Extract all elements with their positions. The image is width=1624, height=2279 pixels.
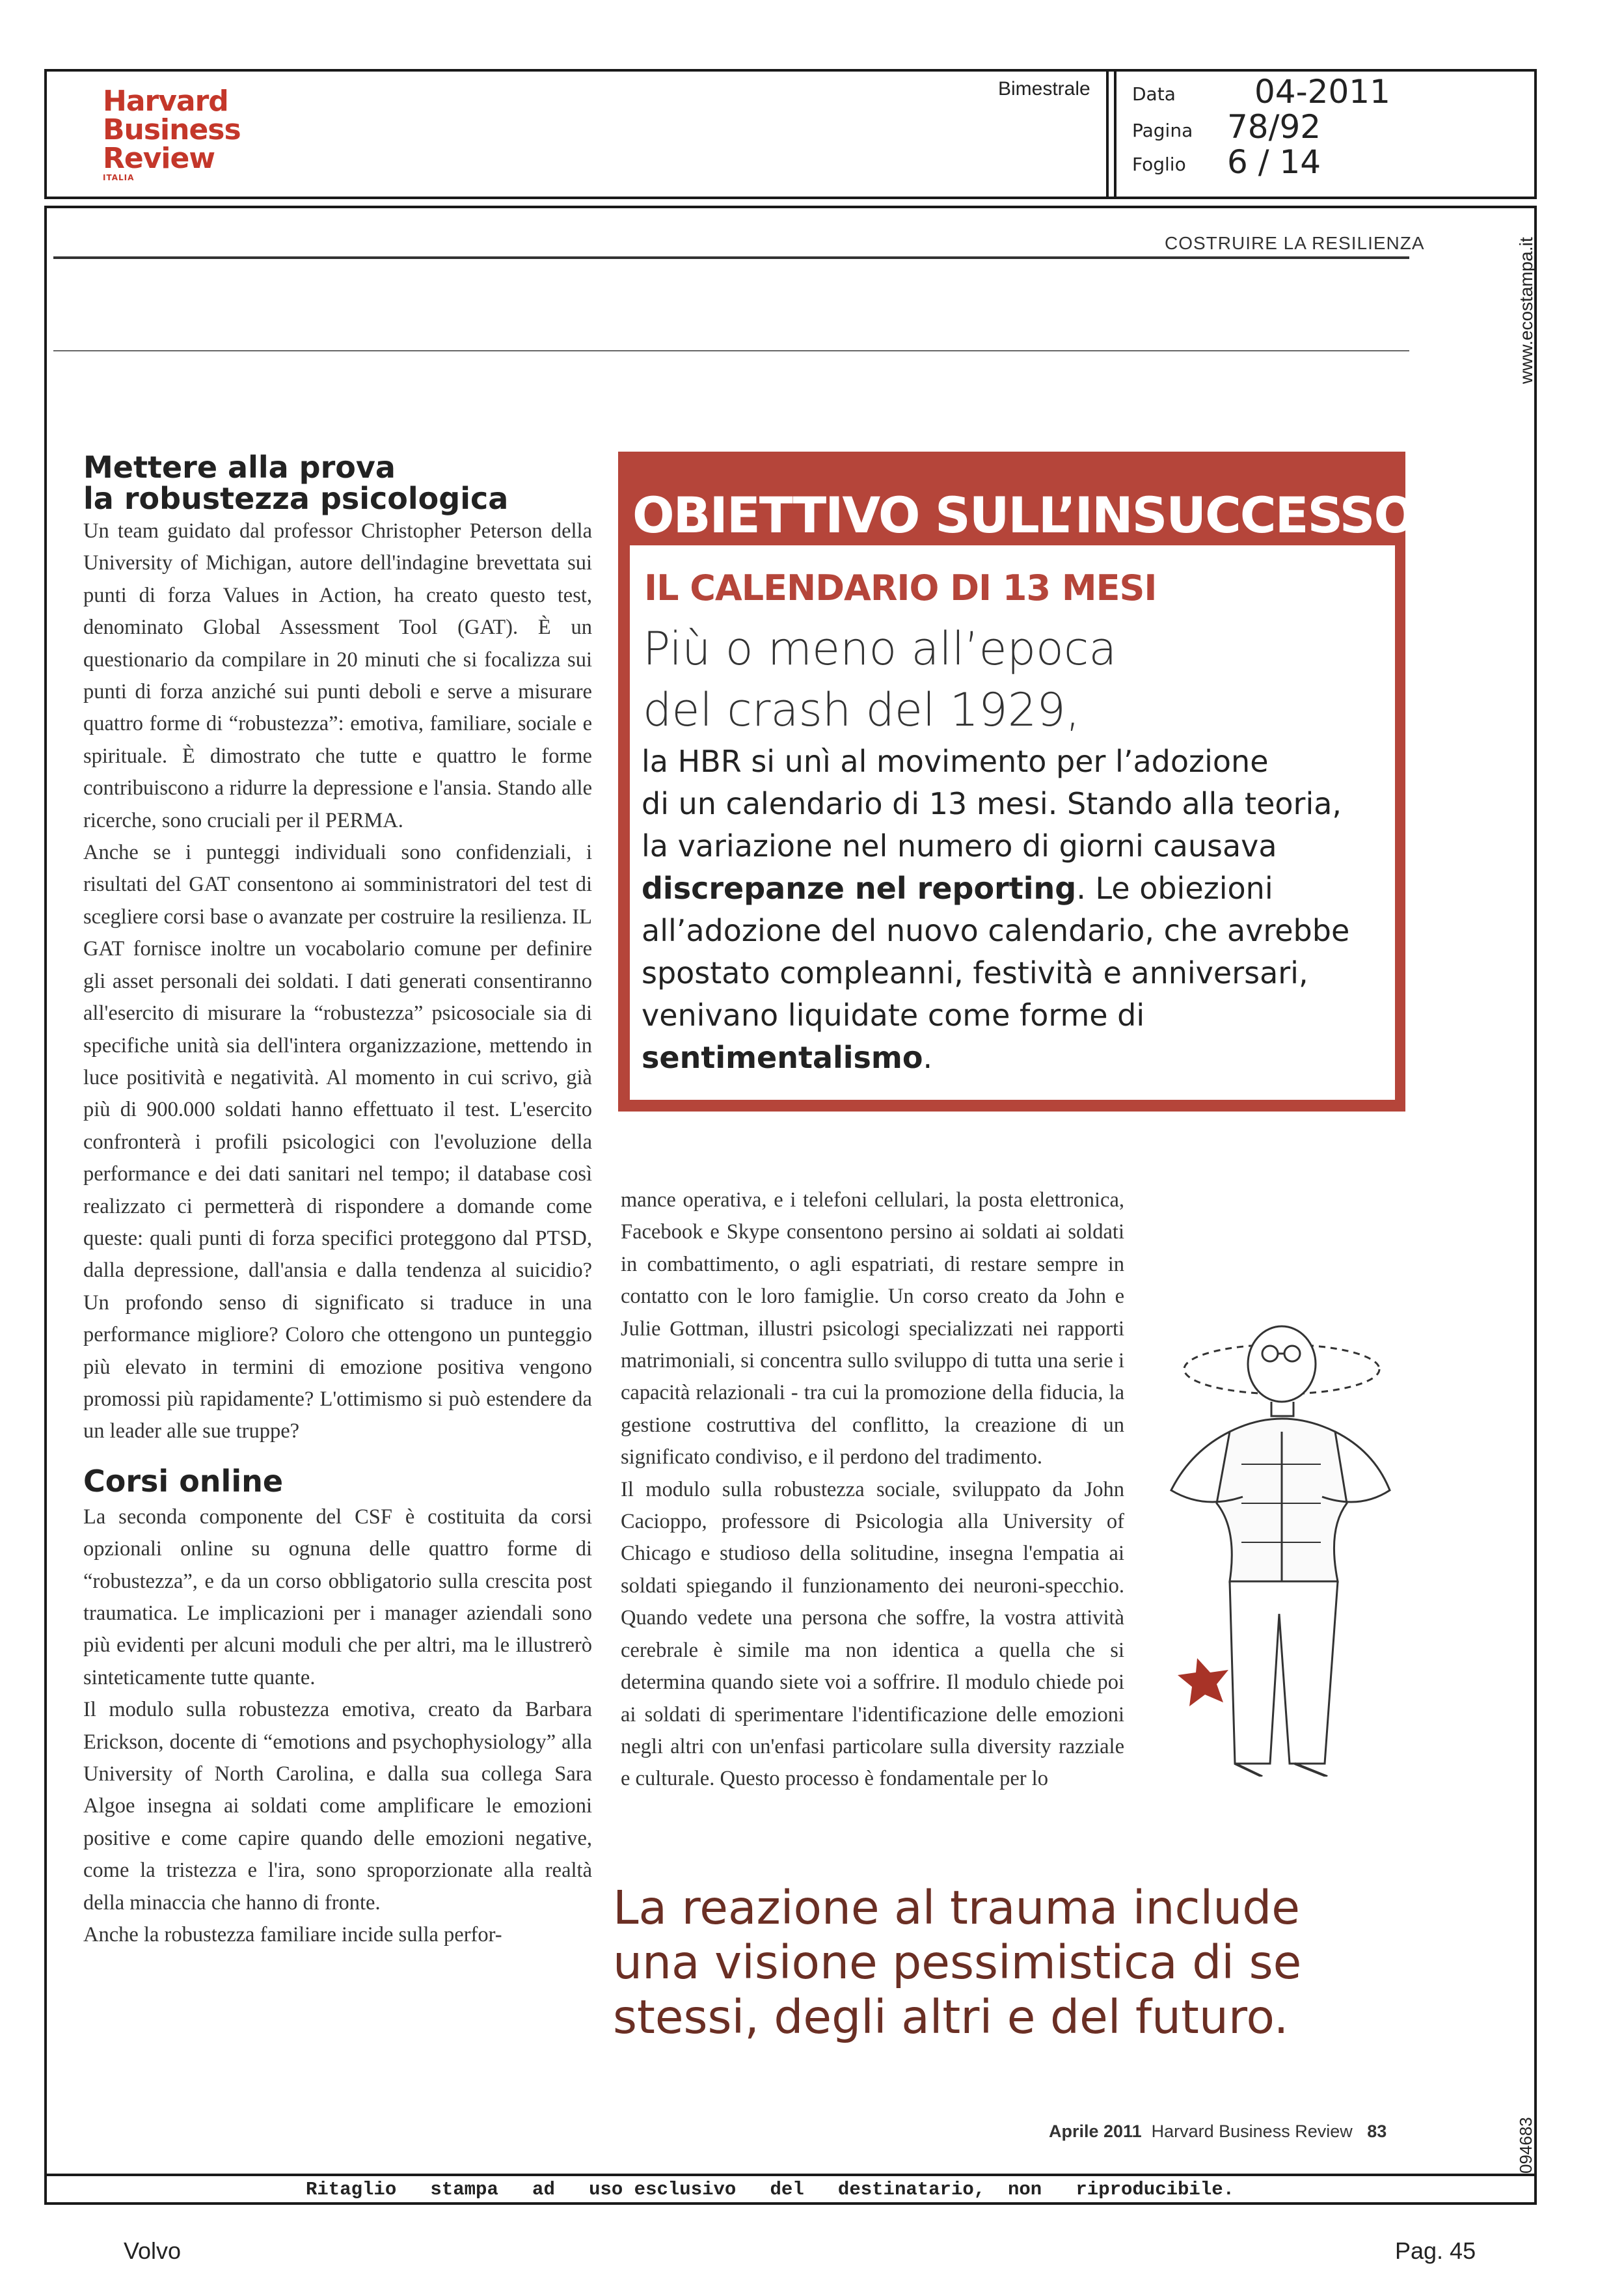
folio-page: 83 (1367, 2122, 1387, 2141)
head-icon (1248, 1326, 1316, 1402)
heading-mettere-line2: la robustezza psicologica (83, 481, 509, 516)
foglio-value: 6 / 14 (1227, 143, 1321, 181)
logo-line-3: Review (103, 142, 215, 175)
right-para-1: mance operativa, e i telefoni cellulari, la posta elettronica, Facebook e Skype consentono persino ai soldati ai soldati in combattimento, o agli espatriati, di restare sempre in contatto con le loro famiglie. Un corso creato da John e Julie Gottman, illustri psicologi specializzati nei rapporti matrimoniali, si concentra sullo sviluppo di tutta una serie i capacità relazionali - tra cui la promozione della fiducia, la gestione costruttiva del conflitto, la creazione di un significato condiviso, e il perdono del tradimento. (621, 1188, 1124, 1469)
pull-quote-line3: stessi, degli altri e del futuro. (613, 1990, 1289, 2044)
header-divider-1 (1106, 69, 1109, 199)
left-para-4: Il modulo sulla robustezza emotiva, creato da Barbara Erickson, docente di “emotions and psychophysiology” alla University of North Carolina, e dalla sua collega Sara Algoe insegna ai soldati come amplificare le emozioni positive e come capire quando delle emozioni negative, come la tristezza e l'ira, sono sproporzionate alla realtà della minaccia che hanno di fronte. (83, 1698, 592, 1915)
folio (1049, 2122, 1387, 2142)
pagina-label: Pagina (1132, 120, 1193, 141)
sidebar-lead-line2: del crash del 1929, (643, 683, 1081, 737)
section-label: COSTRUIRE LA RESILIENZA (1165, 233, 1425, 253)
sidebar-body-end: . (923, 1040, 933, 1075)
frequency-label: Bimestrale (998, 78, 1090, 100)
sidebar-body-line1: la HBR si unì al movimento per l’adozione (642, 744, 1269, 779)
header-divider-2 (1114, 69, 1116, 199)
side-code: 094683 (1516, 2117, 1536, 2174)
left-para-5: Anche la robustezza familiare incide sulla perfor- (83, 1923, 502, 1947)
sidebar-lead-line1: Più o meno all’epoca (643, 622, 1117, 676)
sidebar-body-line6: spostato compleanni, festività e anniversari, (642, 955, 1308, 990)
sidebar-body (642, 741, 1390, 1079)
logo-line-1: Harvard (103, 85, 228, 118)
red-star-icon (1178, 1658, 1228, 1706)
sidebar-subtitle: IL CALENDARIO DI 13 MESI (644, 567, 1157, 608)
soldier-illustration (1132, 1308, 1405, 1777)
sidebar-body-line2: di un calendario di 13 mesi. Stando alla teoria, (642, 786, 1342, 821)
sidebar-body-line4-rest: . Le obiezioni (1076, 871, 1273, 906)
right-column (621, 1184, 1124, 1795)
pull-quote-line1: La reazione al trauma include (613, 1881, 1300, 1935)
pull-quote (613, 1881, 1301, 2045)
footer-page: Pag. 45 (1395, 2237, 1476, 2264)
sidebar-body-line3: la variazione nel numero di giorni causava (642, 828, 1277, 864)
sidebar-body-line8 (642, 1037, 1390, 1079)
folio-magazine: Harvard Business Review (1151, 2122, 1353, 2141)
heading-mettere (83, 452, 592, 514)
logo-line-2: Business (103, 113, 241, 146)
left-para-2: Anche se i punteggi individuali sono confidenziali, i risultati del GAT consentono ai somministratori del test di scegliere corsi base o avanzate per costruire la resilienza. IL GAT fornisce inoltre un vocabolario comune per definire gli asset personali dei soldati. I dati generati consentiranno all'esercito di misurare la “robustezza” psicosociale sia di specifiche unità sia dell'intera organizzazione, mettendo in luce positività e negatività. Al momento in cui scrivo, già più di 900.000 soldati hanno effettuato il test. L'esercito confronterà i profili psicologici con l'evoluzione della performance e dei dati sanitari nel tempo; il database così realizzato ci permetterà di rispondere a domande come queste: quali punti di forza specifici proteggono dal PTSD, dalla depressione, dall'ansia e dalla tendenza al suicidio? Un profondo senso di significato si traduce in una performance migliore? Coloro che ottengono un punteggio più elevato in termini di emozione positiva vengono promossi più rapidamente? L'ottimismo si può estendere da un leader alle sue truppe? (83, 841, 592, 1443)
side-url: www.ecostampa.it (1516, 237, 1536, 384)
pagina-value: 78/92 (1227, 108, 1321, 146)
folio-month: Aprile 2011 (1049, 2122, 1142, 2141)
data-label: Data (1132, 83, 1176, 105)
right-para-2: Il modulo sulla robustezza sociale, sviluppato da John Cacioppo, professore di Psicologia alla University of Chicago e studioso della solitudine, insegna l'empatia ai soldati spiegando il funzionamento dei neuroni-specchio. Quando vedete una persona che soffre, la vostra attività cerebrale è simile ma non identica a quella che si determina quando siete voi a soffrire. Il modulo chiede poi ai soldati di sperimentare l'identificazione delle emozioni negli altri con un'enfasi particolare sulla diversity razziale e culturale. Questo processo è fondamentale per lo (621, 1477, 1124, 1791)
data-value: 04-2011 (1254, 73, 1390, 111)
heading-mettere-line1: Mettere alla prova (83, 450, 396, 485)
left-column (83, 452, 592, 1951)
footer-client: Volvo (124, 2237, 182, 2264)
sidebar-bold-sentimentalismo: sentimentalismo (642, 1040, 923, 1075)
sidebar-bold-discrepanze: discrepanze nel reporting (642, 871, 1077, 906)
disclaimer: Ritaglio stampa ad uso esclusivo del destinatario, non riproducibile. (306, 2179, 1235, 2200)
foglio-label: Foglio (1132, 154, 1186, 175)
disclaimer-rule (44, 2174, 1537, 2176)
heading-corsi: Corsi online (83, 1463, 284, 1499)
left-para-3: La seconda componente del CSF è costituita da corsi opzionali online su ognuna delle quattro forme di “robustezza”, e da un corso obbligatorio sulla crescita post traumatica. Le implicazioni per i manager aziendali sono più evidenti per alcuni moduli che per altri, ma le illustrerò sinteticamente tutte quante. (83, 1505, 592, 1689)
pull-quote-line2: una visione pessimistica di se (613, 1935, 1302, 1989)
sidebar-body-line7: venivano liquidate come forme di (642, 998, 1145, 1033)
sidebar-title: OBIETTIVO SULL’INSUCCESSO (632, 486, 1415, 544)
section-rule-top (53, 256, 1409, 259)
sidebar-body-line5: all’adozione del nuovo calendario, che avrebbe (642, 913, 1350, 948)
hbr-logo (103, 87, 241, 182)
sidebar-body-line4 (642, 867, 1390, 910)
section-rule-bottom (53, 350, 1409, 351)
sidebar-lead (643, 618, 1116, 741)
left-para-1: Un team guidato dal professor Christopher Peterson della University of Michigan, autore dell'indagine brevettata sui punti di forza Values in Action, ha creato questo test, denominato Global Assessment Tool (GAT). È un questionario da compilare in 20 minuti che si focalizza sui punti di forza anziché sui punti deboli e serve a misurare quattro forme di “robustezza”: emotiva, familiare, sociale e spirituale. È dimostrato che tutte e quattro le forme contribuiscono a ridurre la depressione e l'ansia. Stando alle ricerche, sono cruciali per il PERMA. (83, 519, 592, 832)
logo-sub: ITALIA (103, 173, 135, 182)
